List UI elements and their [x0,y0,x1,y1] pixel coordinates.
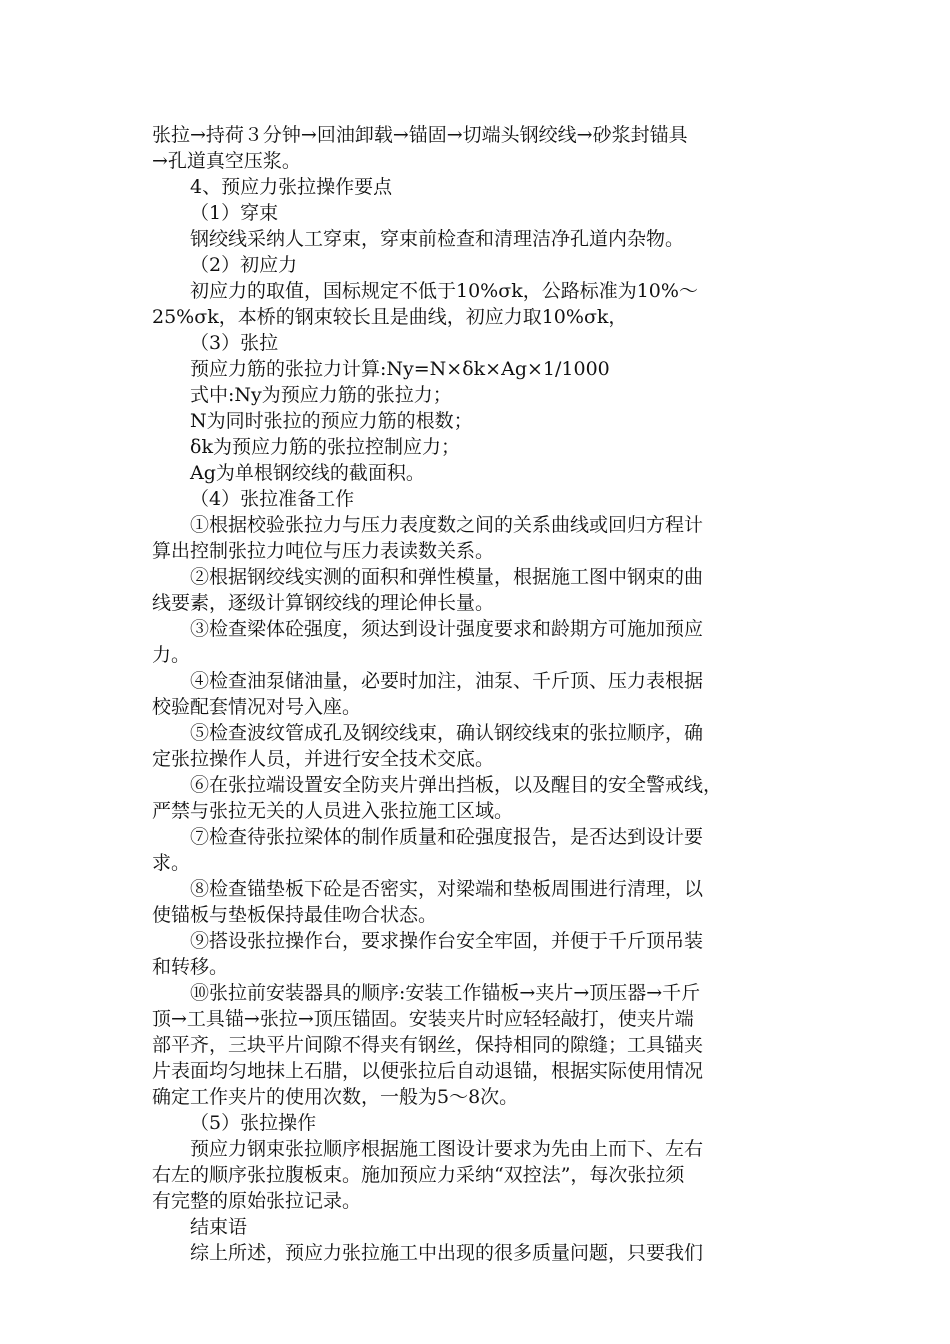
subsection-heading: （4）张拉准备工作 [190,488,355,510]
body-line: 校验配套情况对号入座。 [152,696,362,718]
subsection-heading: （5）张拉操作 [190,1112,317,1134]
body-line: ⑨搭设张拉操作台，要求操作台安全牢固，并便于千斤顶吊装 [190,930,704,952]
subsection-heading: （2）初应力 [190,254,298,276]
section-heading: 结束语 [190,1216,248,1238]
body-line: 右左的顺序张拉腹板束。施加预应力采纳“双控法”，每次张拉须 [152,1164,685,1186]
body-line: ③检查梁体砼强度，须达到设计强度要求和龄期方可施加预应 [190,618,704,640]
body-line: 部平齐，三块平片间隙不得夹有钢丝，保持相同的隙缝；工具锚夹 [152,1034,704,1056]
body-line: 确定工作夹片的使用次数，一般为5～8次。 [152,1086,519,1108]
body-line: ④检查油泵储油量，必要时加注，油泵、千斤顶、压力表根据 [190,670,704,692]
body-line: N为同时张拉的预应力筋的根数； [190,410,473,432]
body-line: 算出控制张拉力吨位与压力表读数关系。 [152,540,495,562]
body-line: 式中:Ny为预应力筋的张拉力； [190,384,452,406]
body-line: ①根据校验张拉力与压力表度数之间的关系曲线或回归方程计 [190,514,704,536]
body-line: →孔道真空压浆。 [152,150,301,172]
body-line: ⑩张拉前安装器具的顺序:安装工作锚板→夹片→顶压器→千斤 [190,982,701,1004]
body-line: 使锚板与垫板保持最佳吻合状态。 [152,904,438,926]
subsection-heading: （1）穿束 [190,202,279,224]
body-line: 定张拉操作人员，并进行安全技术交底。 [152,748,495,770]
body-line: ⑧检查锚垫板下砼是否密实，对梁端和垫板周围进行清理，以 [190,878,704,900]
body-line: 顶→工具锚→张拉→顶压锚固。安装夹片时应轻轻敲打，使夹片端 [152,1008,694,1030]
body-line: 和转移。 [152,956,229,978]
body-line: 有完整的原始张拉记录。 [152,1190,362,1212]
body-line: 预应力钢束张拉顺序根据施工图设计要求为先由上而下、左右 [190,1138,704,1160]
section-heading: 4、预应力张拉操作要点 [190,176,393,198]
body-line: 严禁与张拉无关的人员进入张拉施工区域。 [152,800,514,822]
subsection-heading: （3）张拉 [190,332,279,354]
body-line: ⑤检查波纹管成孔及钢绞线束，确认钢绞线束的张拉顺序，确 [190,722,704,744]
body-line: 张拉→持荷３分钟→回油卸载→锚固→切端头钢绞线→砂浆封锚具 [152,124,688,146]
body-line: ⑥在张拉端设置安全防夹片弹出挡板，以及醒目的安全警戒线， [190,774,723,796]
body-line: 线要素，逐级计算钢绞线的理论伸长量。 [152,592,495,614]
body-line: ②根据钢绞线实测的面积和弹性模量，根据施工图中钢束的曲 [190,566,704,588]
body-line: 25%σk，本桥的钢束较长且是曲线，初应力取10%σk， [152,306,628,328]
body-line: 力。 [152,644,191,666]
body-line: 钢绞线采纳人工穿束，穿束前检查和清理洁净孔道内杂物。 [190,228,685,250]
body-line: ⑦检查待张拉梁体的制作质量和砼强度报告，是否达到设计要 [190,826,704,848]
body-line: 片表面均匀地抹上石腊，以便张拉后自动退锚，根据实际使用情况 [152,1060,704,1082]
body-line: 初应力的取值，国标规定不低于10%σk，公路标准为10%～ [190,280,698,302]
body-line: δk为预应力筋的张拉控制应力； [190,436,460,458]
formula-line: 预应力筋的张拉力计算:Ny=N×δk×Ag×1/1000 [190,358,610,380]
body-line: 综上所述，预应力张拉施工中出现的很多质量问题，只要我们 [190,1242,704,1264]
body-line: 求。 [152,852,191,874]
body-line: Ag为单根钢绞线的截面积。 [190,462,425,484]
